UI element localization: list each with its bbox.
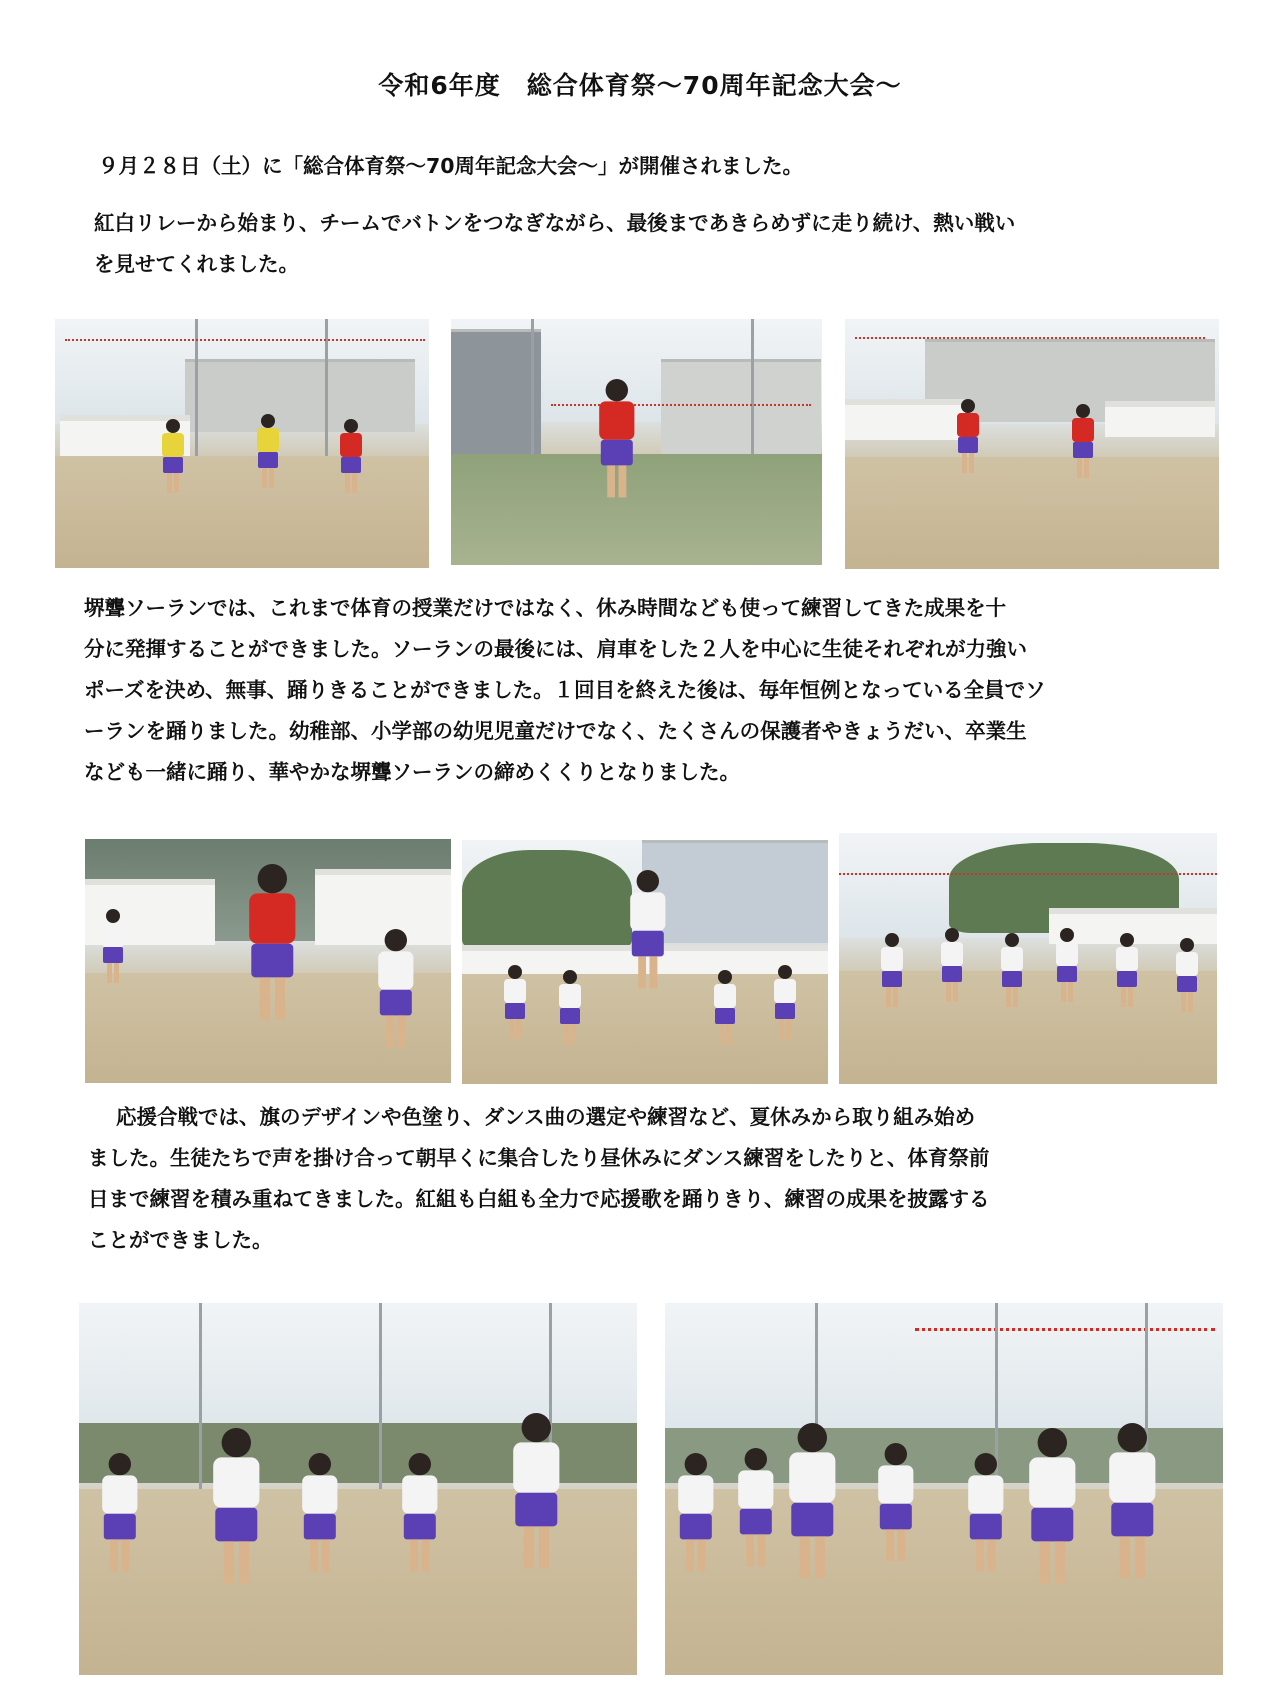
relay-photo-3	[845, 319, 1219, 569]
paragraph-intro: ９月２８日（土）に「総合体育祭～70周年記念大会～」が開催されました。	[98, 154, 804, 178]
paragraph-relay: 紅白リレーから始まり、チームでバトンをつなぎながら、最後まであきらめずに走り続け、熱い戦い を見せてくれました。	[94, 211, 1016, 276]
page-title: 令和6年度 総合体育祭～70周年記念大会～	[378, 71, 902, 100]
paragraph-soran: 堺聾ソーランでは、これまで体育の授業だけではなく、休み時間なども使って練習してきた成果を十 分に発揮することができました。ソーランの最後には、肩車をした２人を中心に生徒それぞれが力強い ポーズを決め、無事、踊りきることができました。１回目を終えた後は、毎年恒例となっている全員でソ ーランを踊りました。幼稚部、小学部の幼児児童だけでなく、たくさんの保護者やきょうだい、卒業生 なども一緒に踊り、華やかな堺聾ソーランの締めくくりとなりました。	[84, 596, 1046, 784]
paragraph-ouen: 応援合戦では、旗のデザインや色塗り、ダンス曲の選定や練習など、夏休みから取り組み始め ました。生徒たちで声を掛け合って朝早くに集合したり昼休みにダンス練習をしたりと、体育祭前 日まで練習を積み重ねてきました。紅組も白組も全力で応援歌を踊りきり、練習の成果を披露する ことができました。	[88, 1105, 990, 1252]
relay-photo-2	[451, 319, 822, 565]
soran-photo-1	[85, 839, 451, 1083]
soran-photo-2	[462, 840, 828, 1084]
ouen-photo-1	[79, 1303, 637, 1675]
soran-photo-3	[839, 833, 1217, 1084]
ouen-photo-2	[665, 1303, 1223, 1675]
relay-photo-1	[55, 319, 429, 568]
